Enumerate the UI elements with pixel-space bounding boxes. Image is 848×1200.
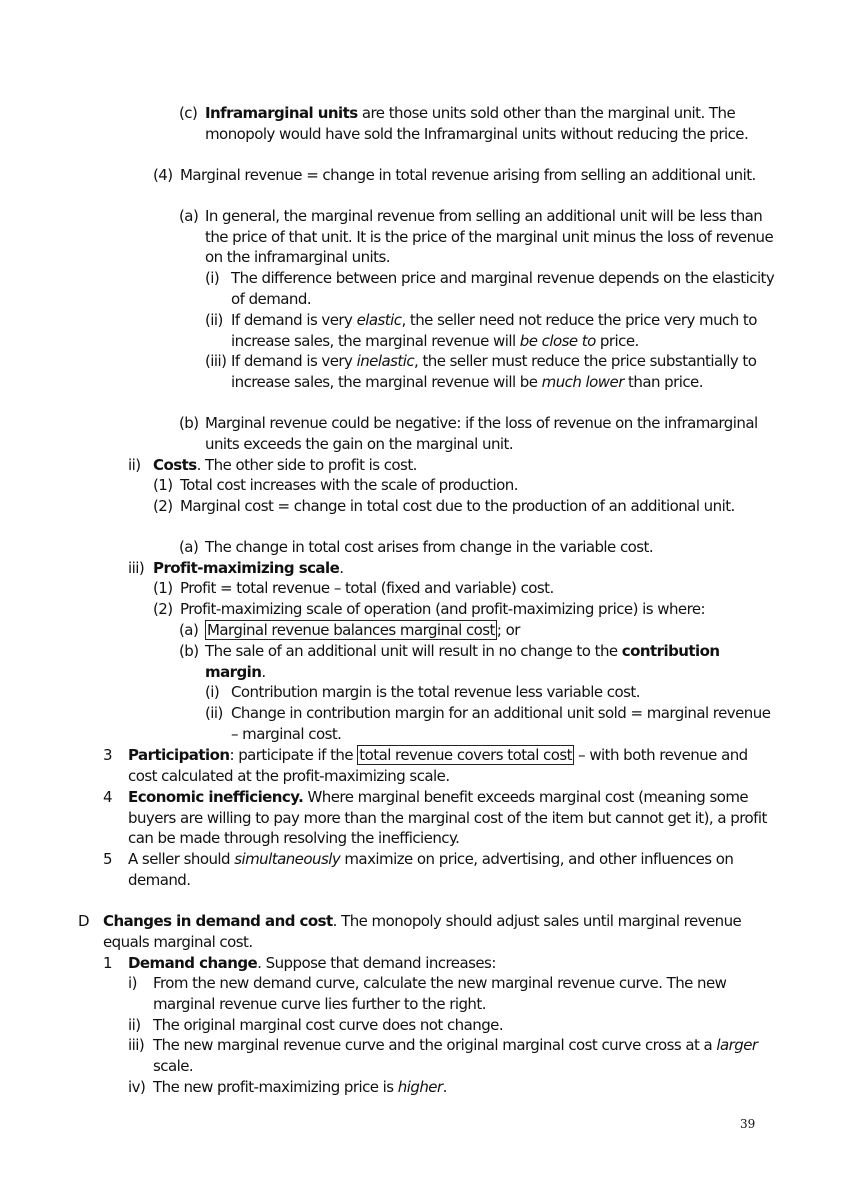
item-text: In general, the marginal revenue from selling an additional unit will be less than the price of that unit. It is the price of the marginal unit minus the loss of revenue on the inframarginal units. (205, 207, 774, 267)
item-text: Total cost increases with the scale of production. (180, 476, 518, 494)
item-marker: iii) (128, 1036, 145, 1054)
item-marker: iii) (128, 559, 145, 577)
item-text: The new marginal revenue curve and the original marginal cost curve cross at a larger scale. (153, 1036, 758, 1075)
boxed-phrase: Marginal revenue balances marginal cost (207, 621, 495, 639)
item-marker: (1) (153, 579, 173, 597)
item-text: A seller should simultaneously maximize on price, advertising, and other influences on demand. (128, 850, 734, 889)
item-text: Marginal revenue balances marginal cost ; or (207, 621, 520, 639)
item-text: The change in total cost arises from change in the variable cost. (205, 538, 654, 556)
item-marker: (iii) (205, 352, 227, 370)
item-marker: (b) (179, 642, 199, 660)
item-text: Economic inefficiency. Where marginal benefit exceeds marginal cost (meaning some buyers are willing to pay more than the marginal cost of the item but cannot get it), a profit can be made through resolving the inefficiency. (128, 788, 767, 848)
item-text: If demand is very elastic, the seller need not reduce the price very much to increase sales, the marginal revenue will be close to price. (231, 311, 757, 350)
item-text: Demand change. Suppose that demand increases: (128, 954, 496, 972)
item-marker: (i) (205, 269, 220, 287)
item-marker: (i) (205, 683, 220, 701)
item-text: From the new demand curve, calculate the new marginal revenue curve. The new marginal revenue curve lies further to the right. (153, 974, 727, 1013)
boxed-phrase: total revenue covers total cost (359, 746, 572, 764)
item-marker: (ii) (205, 704, 223, 722)
item-marker: 5 (103, 850, 112, 868)
item-text: Profit-maximizing scale. (153, 559, 344, 577)
item-text: The new profit-maximizing price is higher. (153, 1078, 447, 1096)
item-marker: (2) (153, 600, 173, 618)
item-marker: (2) (153, 497, 173, 515)
item-text: The difference between price and marginal revenue depends on the elasticity of demand. (231, 269, 775, 308)
item-text: Costs. The other side to profit is cost. (153, 456, 417, 474)
item-text: If demand is very inelastic, the seller must reduce the price substantially to increase sales, the marginal revenue will be much lower than price. (231, 352, 757, 391)
item-text: Profit-maximizing scale of operation (and profit-maximizing price) is where: (180, 600, 706, 618)
item-marker: (b) (179, 414, 199, 432)
item-text: The sale of an additional unit will result in no change to the contribution margin. (205, 642, 720, 681)
item-text: Change in contribution margin for an additional unit sold = marginal revenue – marginal cost. (231, 704, 771, 743)
item-marker: iv) (128, 1078, 146, 1096)
item-text: The original marginal cost curve does not change. (153, 1016, 504, 1034)
item-text: Inframarginal units are those units sold other than the marginal unit. The monopoly would have sold the Inframarginal units without reducing the price. (205, 104, 749, 143)
item-marker: (a) (179, 538, 199, 556)
item-marker: 4 (103, 788, 112, 806)
section-marker: D (78, 912, 90, 930)
item-marker: (4) (153, 166, 173, 184)
item-marker: i) (128, 974, 137, 992)
item-marker: (c) (179, 104, 198, 122)
item-text: Profit = total revenue – total (fixed and variable) cost. (180, 579, 554, 597)
item-marker: (a) (179, 207, 199, 225)
item-text: Participation: participate if the total revenue covers total cost – with both revenue and cost calculated at the profit-maximizing scale. (128, 746, 748, 785)
page-number: 39 (740, 1117, 756, 1131)
item-marker: (1) (153, 476, 173, 494)
section-text: Changes in demand and cost. The monopoly should adjust sales until marginal revenue equals marginal cost. (103, 912, 742, 951)
item-marker: ii) (128, 1016, 141, 1034)
item-marker: (a) (179, 621, 199, 639)
item-marker: 3 (103, 746, 112, 764)
item-text: Marginal revenue could be negative: if the loss of revenue on the inframarginal units exceeds the gain on the marginal unit. (205, 414, 758, 453)
item-marker: (ii) (205, 311, 223, 329)
item-marker: ii) (128, 456, 141, 474)
item-text: Contribution margin is the total revenue less variable cost. (231, 683, 640, 701)
item-text: Marginal cost = change in total cost due to the production of an additional unit. (180, 497, 735, 515)
item-marker: 1 (103, 954, 112, 972)
item-text: Marginal revenue = change in total revenue arising from selling an additional unit. (180, 166, 756, 184)
